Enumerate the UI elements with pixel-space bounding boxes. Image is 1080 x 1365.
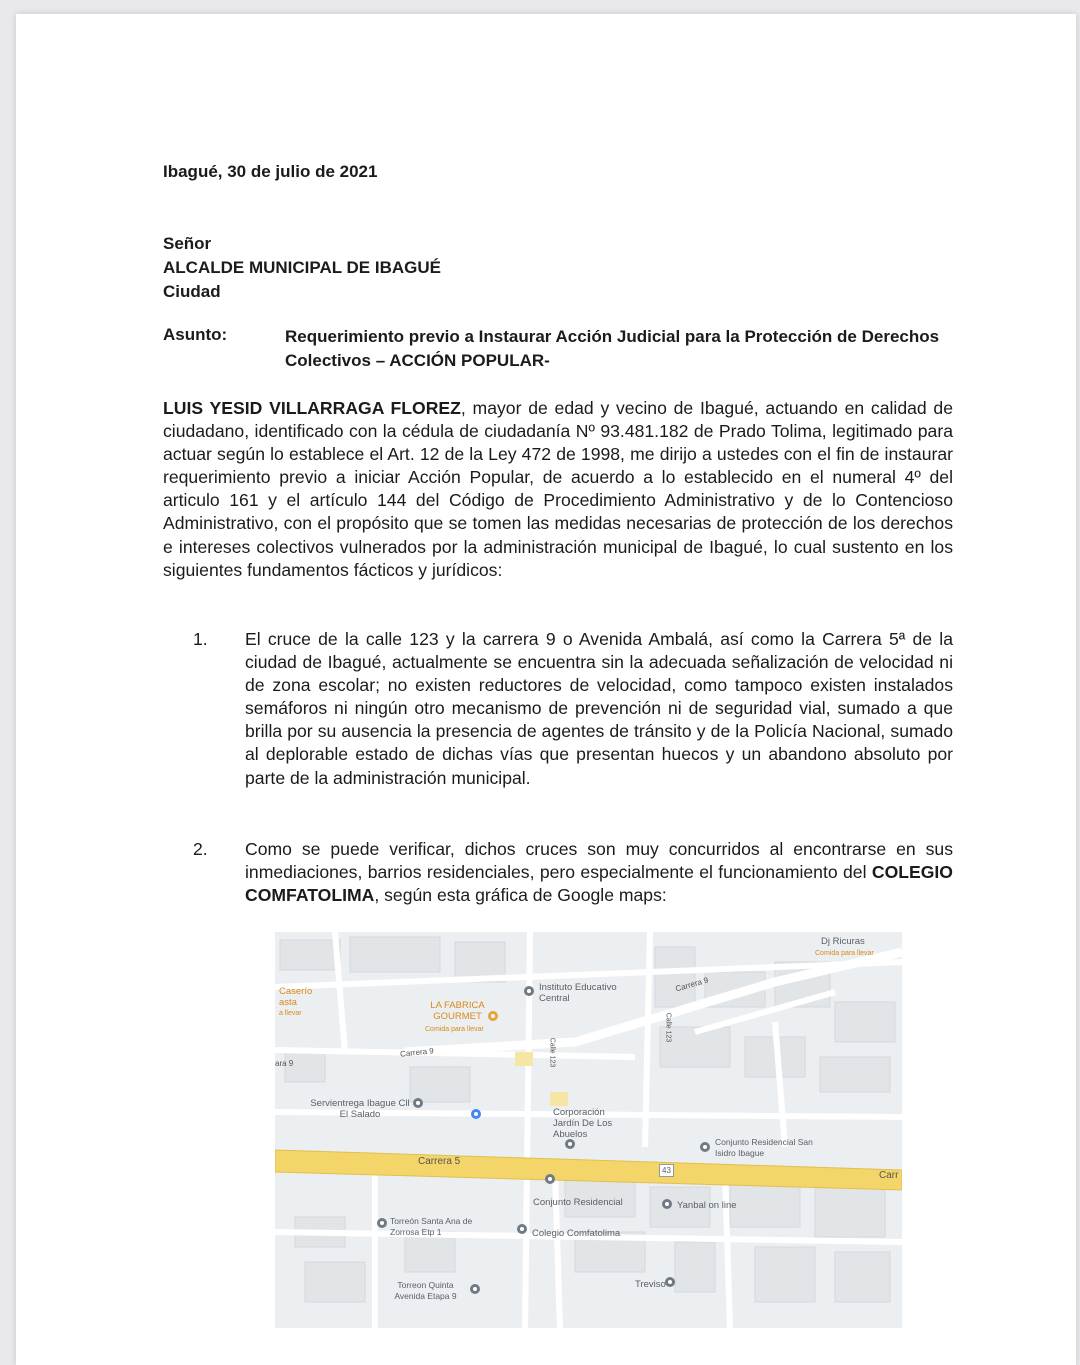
map-label: Colegio Comfatolima [532, 1228, 621, 1239]
map-label: ara 9 [275, 1059, 294, 1068]
map-label: Dj Ricuras [821, 936, 865, 947]
list-item-number: 2. [193, 839, 208, 859]
map-label: Yanbal on line [677, 1200, 737, 1211]
location-pin-icon [375, 1217, 389, 1231]
recipient-salutation: Señor [163, 234, 212, 253]
google-map-image [275, 932, 902, 1328]
petitioner-name: LUIS YESID VILLARRAGA FLOREZ [163, 398, 461, 418]
location-pin-icon [522, 985, 536, 999]
map-label: Treviso [635, 1279, 666, 1290]
map-label: Corporación Jardín De Los Abuelos [553, 1107, 613, 1140]
map-label: Conjunto Residencial [533, 1197, 623, 1208]
list-item-text [245, 838, 953, 907]
map-label: Calle 123 [664, 1012, 672, 1043]
map-label: Carrera 9 [674, 975, 710, 994]
map-label: Comida para llevar [815, 950, 874, 957]
map-label: Carr [879, 1170, 899, 1181]
intro-paragraph [163, 397, 953, 582]
map-label: a llevar [279, 1010, 302, 1017]
school-name: COLEGIO COMFATOLIMA [245, 862, 953, 906]
map-label: Instituto Educativo Central [539, 982, 617, 1004]
recipient-title: ALCALDE MUNICIPAL DE IBAGUÉ [163, 258, 441, 277]
location-pin-icon [698, 1141, 712, 1155]
letter-date: Ibagué, 30 de julio de 2021 [163, 162, 378, 181]
map-label: Torreón Santa Ana de Zorrosa Etp 1 [390, 1216, 473, 1237]
document-page [16, 14, 1076, 1365]
recipient-block [163, 232, 441, 304]
route-shield: 43 [659, 1164, 674, 1177]
location-pin-icon [563, 1138, 577, 1152]
location-pin-icon [660, 1198, 674, 1212]
map-label: LA FABRICA GOURMET [430, 1000, 485, 1022]
list-item-text-end: , según esta gráfica de Google maps: [374, 885, 667, 906]
list-item-text-start: Como se puede verificar, dichos cruces son muy concurridos al encontrarse en sus inmediaciones, barrios residenciales, pero especialmente el funcionamiento del [245, 839, 953, 883]
intro-text: , mayor de edad y vecino de Ibagué, actuando en calidad de ciudadano, identificado con la cédula de ciudadanía Nº 93.481.182 de Prado Tolima, legitimado para actuar según lo establece el Art. 12 de la Ley 472 de 1998, me dirijo a ustedes con el fin de instaurar requerimiento previo a iniciar Acción Popular, de acuerdo a lo establecido en el numeral 4º del articulo 161 y el artículo 144 del Código de Procedimiento Administrativo y de lo Contencioso Administrativo, con el propósito que se tomen las medidas necesarias de protección de los derechos e intereses colectivos vulnerados por la administración municipal de Ibagué, lo cual sustento en los siguientes fundamentos fácticos y jurídicos: [163, 398, 954, 580]
map-label: Servientrega Ibague Cll El Salado [310, 1098, 410, 1120]
list-item-text: El cruce de la calle 123 y la carrera 9 o Avenida Ambalá, así como la Carrera 5ª de la ciudad de Ibagué, actualmente se encuentra sin la adecuada señalización de velocidad ni de zona escolar; no existen reductores de velocidad, como tampoco existen instalados semáforos ni ningún otro mecanismo de prevención ni de seguridad vial, sumado a que brilla por su ausencia la presencia de agentes de tránsito y de la Policía Nacional, sumado al deplorable estado de dichas vías que presentan huecos y un abandono absoluto por parte de la administración municipal. [245, 629, 953, 788]
road-label-carrera-5: Carrera 5 [418, 1156, 461, 1167]
map-label: asta [279, 997, 297, 1008]
list-item-number: 1. [193, 629, 208, 649]
map-label: Comida para llevar [425, 1026, 484, 1033]
map-label: Caserío [279, 986, 313, 997]
list-item [193, 628, 953, 790]
location-pin-icon [543, 1173, 557, 1187]
subject-text: Requerimiento previo a Instaurar Acción Judicial para la Protección de Derechos Colectivos – ACCIÓN POPULAR- [285, 327, 940, 370]
location-pin-blue-icon [469, 1108, 483, 1122]
list-item [193, 838, 953, 907]
map-label: Carrera 9 [399, 1046, 435, 1059]
location-pin-icon [515, 1223, 529, 1237]
location-pin-icon [468, 1283, 482, 1297]
map-label: Torreon Quinta Avenida Etapa 9 [394, 1280, 457, 1301]
map-label: Calle 123 [548, 1037, 556, 1068]
map-label: Conjunto Residencial San Isidro Ibague [715, 1137, 813, 1158]
subject-label: Asunto: [163, 325, 228, 344]
recipient-city: Ciudad [163, 282, 221, 301]
